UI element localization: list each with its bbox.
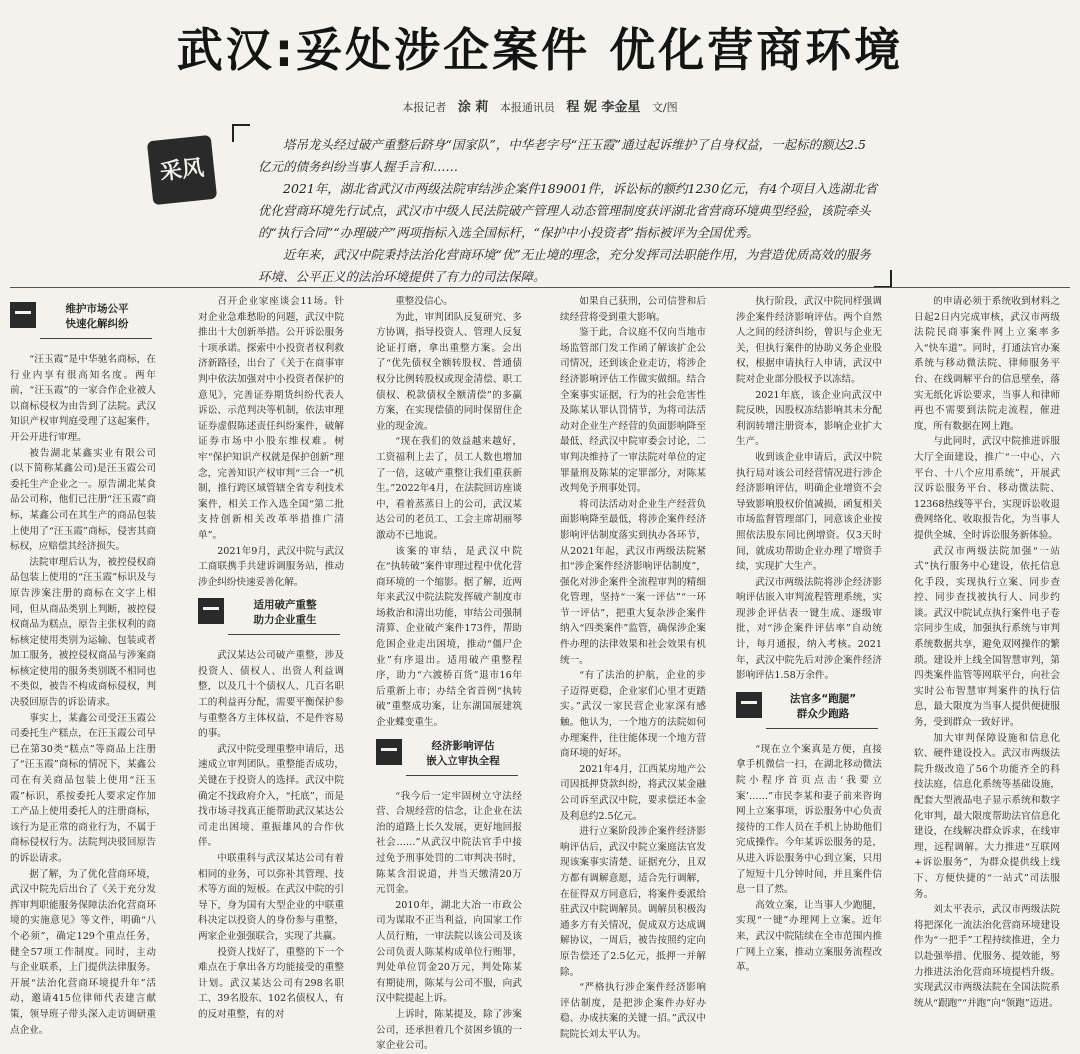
body-paragraph: 执行阶段，武汉中院同样强调涉企案件经济影响评估。两个自然人之间的经济纠纷，曾识与企业无关，但执行案件的协助义务企业股权，根据申请执行人申请，武汉中院对企业部分股权予以冻结。 [736, 296, 882, 385]
body-paragraph: 进行立案阶段涉企案件经济影响评估后，武汉中院立案庭法官发现该案事实清楚、证据充分，且双方都有调解意愿，适合先行调解，在征得双方同意后，将案件委派给驻武汉中院调解员。调解员积极沟通多方有关情况，促成双方达成调解协议，一周后，被告按照约定向原告偿还了2.5亿元，抵押一并解除。 [560, 826, 706, 978]
subheading-text: 维护市场公平 快速化解纠纷 [65, 303, 129, 330]
body-paragraph: 重整没信心。 [395, 296, 453, 307]
subheading-text: 适用破产重整 助力企业重生 [253, 599, 317, 627]
lead-paragraph: 塔吊龙头经过破产重整后跻身“国家队”，中华老字号“汪玉霞”通过起诉维护了自身权益，一起标的额达2.5亿元的债务纠纷当事人握手言和…… [258, 137, 866, 174]
body-paragraph: 武汉市两级法院加强“一站式”执行服务中心建设，依托信息化手段，实现执行立案、同步查控、同步查找被执行人、同步约谈。武汉中院试点执行案件电子卷宗同步生成，加强执行系统与审判系统数据共享，避免双网操作的繁琐。建设并上线全国智慧审判，第四类案件监管等网联平台，向社会实时公布智慧审判案件的执行信息，最大限度为当事人提供便捷服务，受到群众一致好评。 [914, 545, 1060, 729]
subheading-bankruptcy-reorg [198, 596, 344, 640]
body-paragraph: 刘太平表示，武汉市两级法院将把深化一流法治化营商环境建设作为“一把手”工程持续推进，全力以赴强举措、优服务、提效能，努力推进法治化营商环境提档升级。实现武汉市两级法院在全国法院系统从“跟跑”“并跑”向“领跑”迈进。 [914, 904, 1060, 1009]
body-paragraph: 上诉时，陈某提及，除了涉案公司，还承担着几个贫困乡镇的一家企业公司。 [376, 1008, 522, 1052]
lead-paragraph: 2021年，湖北省武汉市两级法院审结涉企案件189001件，诉讼标的额约1230亿元，有4个项目入选湖北省优化营商环境先行试点，武汉市中级人民法院破产管理人动态管理制度获评湖北省营商环境典型经验，该院牵头的“执行合同”“办理破产”两项指标入选全国标杆，“保护中小投资者”指标被评为全国优秀。 [258, 181, 878, 240]
body-paragraph: 高效立案，让当事人少跑腿，实现“一键”办理网上立案。近年来，武汉中院陆续在全市范围内推广网上立案，推动立案服务流程改革。 [736, 899, 882, 974]
subheading-less-running [736, 690, 882, 734]
body-paragraph: 武汉某达公司破产重整，涉及投资人、债权人、出资人利益调整，以及几十个债权人、几百名职工的利益再分配，需要平衡保护参与重整各方主体权益，不是件容易的事。 [198, 650, 344, 740]
body-paragraph: 法院审理后认为，被控侵权商品包装上使用的“汪玉霞”标识及与原告涉案注册的商标在文字上相同，但从商品类别上判断，被控侵权商品为糕点，原告主张权利的商标核定使用类别为运输、包装或者加工服务，被控侵权商品与涉案商标核定使用的服务类别既不相同也不类似，被告不构成商标侵权，判决驳回原告的诉讼请求。 [10, 556, 156, 709]
column-1 [10, 294, 156, 1036]
body-paragraph: 被告湖北某鑫实业有限公司(以下简称某鑫公司)是汪玉霞公司委托生产企业之一。原告湖北某食品公司称，他们已注册“汪玉霞”商标，某鑫公司在其生产的商品包装上使用了“汪玉霞”商标，侵害其商标权，应赔偿其经济损失。 [10, 447, 156, 553]
body-paragraph: 为此，审判团队反复研究、多方协调，指导投资人、管理人反复论证打磨，拿出重整方案。会出了“优先债权全额转股权、普通债权分比例转股权或现金清偿、职工债权、税款债权全额清偿”的多赢方案，在实现偿债的同时保留住企业的现金流。 [376, 311, 522, 432]
headline: 武汉:妥处涉企案件 优化营商环境 [176, 23, 904, 77]
subheading-underline [766, 728, 878, 729]
body-paragraph: 与此同时，武汉中院推进诉服大厅全面建设，推广“一中心、六平台、十八个应用系统”，开展武汉诉讼服务平台、移动微法院、12368热线等平台，实现诉讼收退费网络化、收取报告化，为当事人提供全城、全时诉讼服务新体验。 [914, 436, 1060, 541]
column-4 [560, 294, 706, 1040]
body-paragraph: 加大审判保障设施和信息化软、硬件建设投入。武汉市两级法院升级改造了56个功能齐全的科技法庭，信息化系统等基础设施，配套大型液晶电子显示系统和数字化审判，最大限度帮助法官信息化建设，在线解决群众诉求，在线审理，远程调解。大力推进“互联网+诉讼服务”，为群众提供线上线下、方便快捷的“一站式”司法服务。 [914, 732, 1060, 900]
subheading-underline [228, 634, 340, 635]
body-paragraph: 事实上，某鑫公司受汪玉霞公司委托生产糕点，在汪玉霞公司早已在第30类“糕点”等商品上注册了“汪玉霞”商标的情况下，某鑫公司在有关商品包装上使用“汪玉霞”标识，系按委托人要求定作加工产品上使用委托人的注册商标，该行为是正常的商业行为，不属于商标侵权行为。法院判决驳回原告的诉讼请求。 [10, 712, 156, 864]
subheading-marker-icon [376, 739, 402, 765]
body-paragraph: 将司法活动对企业生产经营负面影响降至最低，将涉企案件经济影响评估制度落实到执办各环节，从2021年起，武汉市两级法院紧扣“涉企案件经济影响评估制度”，强化对涉企案件全流程审判的精细化管理，坚持“一案一评估”“一环节一评估”，把重大复杂涉企案件纳入“四类案件”监管，确保涉企案件办理的法律效果和社会效果有机统一。 [560, 498, 706, 666]
lead-text [258, 134, 878, 288]
body-paragraph: 的申请必须于系统收到材料之日起2日内完成审核，武汉市两级法院民商事案件网上立案率多入“快车道”。同时，打通法官办案系统与移动微法院、律师服务平台、在线调解平台的信息壁垒，落实无纸化诉讼要求，当事人和律师再也不需要到法院走流程，催进度，所有数据在网上跑。 [914, 296, 1060, 432]
body-paragraph: “有了法治的护航，企业的步子迈得更稳，企业家们心里才更踏实。”武汉一家民营企业家深有感触。他认为，一个地方的法院如何办理案件，往往能体现一个地方营商环境的好坏。 [560, 670, 706, 760]
body-paragraph: “现在我们的效益越来越好，工资福利上去了，员工人数也增加了一倍，这破产重整让我们重获新生。”2022年4月，在法院回访座谈中，看着蒸蒸日上的公司，武汉某达公司的老员工、工会主席胡丽琴激动不已地说。 [376, 436, 522, 541]
subheading-text: 经济影响评估 嵌入立审执全程 [426, 739, 500, 767]
body-paragraph: 中联重科与武汉某达公司有着相同的业务，可以弥补其管理、技术等方面的短板。在武汉中院的引导下，身为国有大型企业的中联重科决定以投资人的身份参与重整，两家企业强强联合，实现了共赢。 [198, 853, 344, 942]
body-paragraph: “严格执行涉企案件经济影响评估制度，是把涉企案件办好办稳、办成扶案的关键一招。”武汉中院院长刘太平认为。 [560, 982, 706, 1040]
body-paragraph: 收到该企业申请后，武汉中院执行局对该公司经营情况进行涉企经济影响评估，明确企业增资不会导致影响股权价值减损，函复相关市场监督管理部门，同意该企业按照依法股东同比例增资。仅3天时间，就成功帮助企业办理了增资手续，实现扩大生产。 [736, 451, 882, 573]
column-seal-logo: 采风 [147, 135, 217, 205]
subheading-text: 法官多“跑腿” 群众少跑路 [789, 692, 857, 720]
lead-box [232, 124, 892, 288]
body-paragraph: 召开企业家座谈会11场。针对企业急难愁盼的问题，武汉中院推出十大创新举措。公开诉讼服务十项承诺。探索中小投资者权利救济新路径，出台了《关于在商事审判中依法加强对中小投资者保护的意见》，完善证券期货纠纷代表人诉讼、示范判决等机制，依法审理证券虚假陈述责任纠纷案件，破解证券市场中小股东维权难。树牢“保护知识产权就是保护创新”理念，完善知识产权审判“三合一”机制，推行跨区域管辖全省专利技术案件，相关工作入选全国“第二批支持创新相关改革举措推广清单”。 [198, 296, 344, 541]
body-paragraph: 该案的审结，是武汉中院在“执转破”案件审理过程中优化营商环境的一个缩影。据了解，近两年来武汉中院法院发挥破产制度市场救治和清出功能，审结公司强制清算、企业破产案件173件，帮助危困企业走出困境，推动“僵尸企业”有序退出。适用破产重整程序，助力“六渡桥百货”退市16年后重新上市；办结全省首例“执转破”重整成功案，让东湖国展建筑企业蝶变重生。 [376, 545, 522, 729]
body-paragraph: 2010年，湖北大冶一市政公司为谋取不正当利益，向国家工作人员行贿，一审法院以该公司及该公司负责人陈某构成单位行贿罪，判处单位罚金20万元，判处陈某有期徒刑，陈某与公司不服，向武汉中院提起上诉。 [376, 899, 522, 1005]
body-paragraph: “汪玉霞”是中华驰名商标，在行业内享有很高知名度。两年前，“汪玉霞”的一家合作企业被人以商标侵权为由告到了法院。武汉知识产权审判庭受理了这起案件，开公开进行审理。 [10, 354, 156, 443]
byline [0, 96, 1080, 115]
body-paragraph: 武汉市两级法院将涉企经济影响评估嵌入审判流程管理系统，实现涉企评估表一键生成、逐级审批，对“涉企案件评估率”自动统计，每月通报，纳入考核。2021年，武汉中院先后对涉企案件经济影响评估1.58万余件。 [736, 576, 882, 682]
body-paragraph: 投资人找好了，重整的下一个难点在于拿出各方均能接受的重整计划。武汉某达公司有298名职工、39名股东、102名债权人，有的反对重整，有的对 [198, 946, 344, 1020]
body-paragraph: 武汉中院受理重整申请后，迅速成立审判团队。重整能否成功，关键在于投资人的选择。武汉中院确定不找政府介入，“托底”，而是找市场寻找真正能帮助武汉某达公司走出困境、重振雄风的合作伙伴。 [198, 743, 344, 849]
byline-prefix-reporter: 本报记者 [402, 101, 447, 114]
section-divider [10, 287, 1070, 288]
lead-paragraph: 近年来，武汉中院秉持法治化营商环境“优”无止境的理念，充分发挥司法职能作用，为营造优质高效的服务环境、公平正义的法治环境提供了有力的司法保障。 [258, 247, 871, 284]
subheading-marker-icon [198, 598, 224, 624]
byline-correspondents: 程 妮 李金星 [566, 100, 641, 115]
subheading-marker-icon [10, 302, 36, 328]
subheading-underline [40, 338, 152, 339]
column-2 [198, 294, 344, 1020]
body-paragraph: 2021年9月，武汉中院与武汉工商联携手共建诉调服务站，推动涉企纠纷快速妥善化解。 [198, 545, 344, 588]
byline-suffix: 文/图 [651, 101, 678, 114]
body-paragraph: “现在立个案真是方便，直接拿手机微信一扫，在湖北移动微法院小程序首页点击‘我要立案’……”市民李某和妻子前来咨询网上立案事项，诉讼服务中心负责接待的工作人员在手机上协助他们完成操作。今年某诉讼服务的是，从进入诉讼服务中心到立案，只用了短短十几分钟时间，并且案件信息一目了然。 [736, 743, 882, 896]
body-paragraph: 鉴于此，合议庭不仅向当地市场监管部门发工作函了解该扩企公司情况，还到该企业走访，将涉企经济影响评估工作做实做细。结合全案事实证据，行为的社会危害性及陈某认罪认罚情节，为将司法活动对企业生产经营的负面影响降至最低，经武汉中院审委会讨论，二审判决维持了一审法院对单位的定罪量刑及陈某的定罪部分，对陈某改判免予刑事处罚。 [560, 327, 706, 495]
body-paragraph: 如果自己获刑，公司信誉和后续经营将受到重大影响。 [560, 296, 706, 323]
column-6 [914, 294, 1060, 1009]
subheading-underline [406, 775, 518, 776]
body-paragraph: 2021年4月，江西某房地产公司因抵押贷款纠纷，将武汉某金融公司诉至武汉中院，要求偿还本金及利息约2.5亿元。 [560, 763, 706, 822]
byline-prefix-correspondent: 本报通讯员 [499, 101, 555, 114]
lead-corner-top-left [232, 124, 250, 142]
body-paragraph: 据了解，为了优化营商环境，武汉中院先后出台了《关于充分发挥审判职能服务保障法治化营商环境的实施意见》等文件，明确“八个必须”，确定129个重点任务，健全57项工作制度。同时，主动与企业联系，上门提供法律服务。开展“法治化营商环境提升年”活动，邀请415位律师代表建言献策，领导班子带头深入走访调研重点企业。 [10, 868, 156, 1036]
subheading-marker-icon [736, 692, 762, 718]
subheading-market-fairness [10, 300, 156, 344]
subheading-economic-impact [376, 737, 522, 781]
body-paragraph: 2021年底，该企业向武汉中院反映，因股权冻结影响其未分配利润转增注册资本，影响企业扩大生产。 [736, 389, 882, 448]
body-paragraph: “我今后一定牢固树立守法经营、合规经营的信念，让企业在法治的道路上长久发展，更好地回报社会……”从武汉中院法官手中接过免予刑事处罚的二审判决书时，陈某含泪说道，并当天缴清20万元罚金。 [376, 790, 522, 896]
column-3 [376, 294, 522, 1052]
byline-reporter: 涂 莉 [457, 100, 489, 115]
column-5 [736, 294, 882, 974]
